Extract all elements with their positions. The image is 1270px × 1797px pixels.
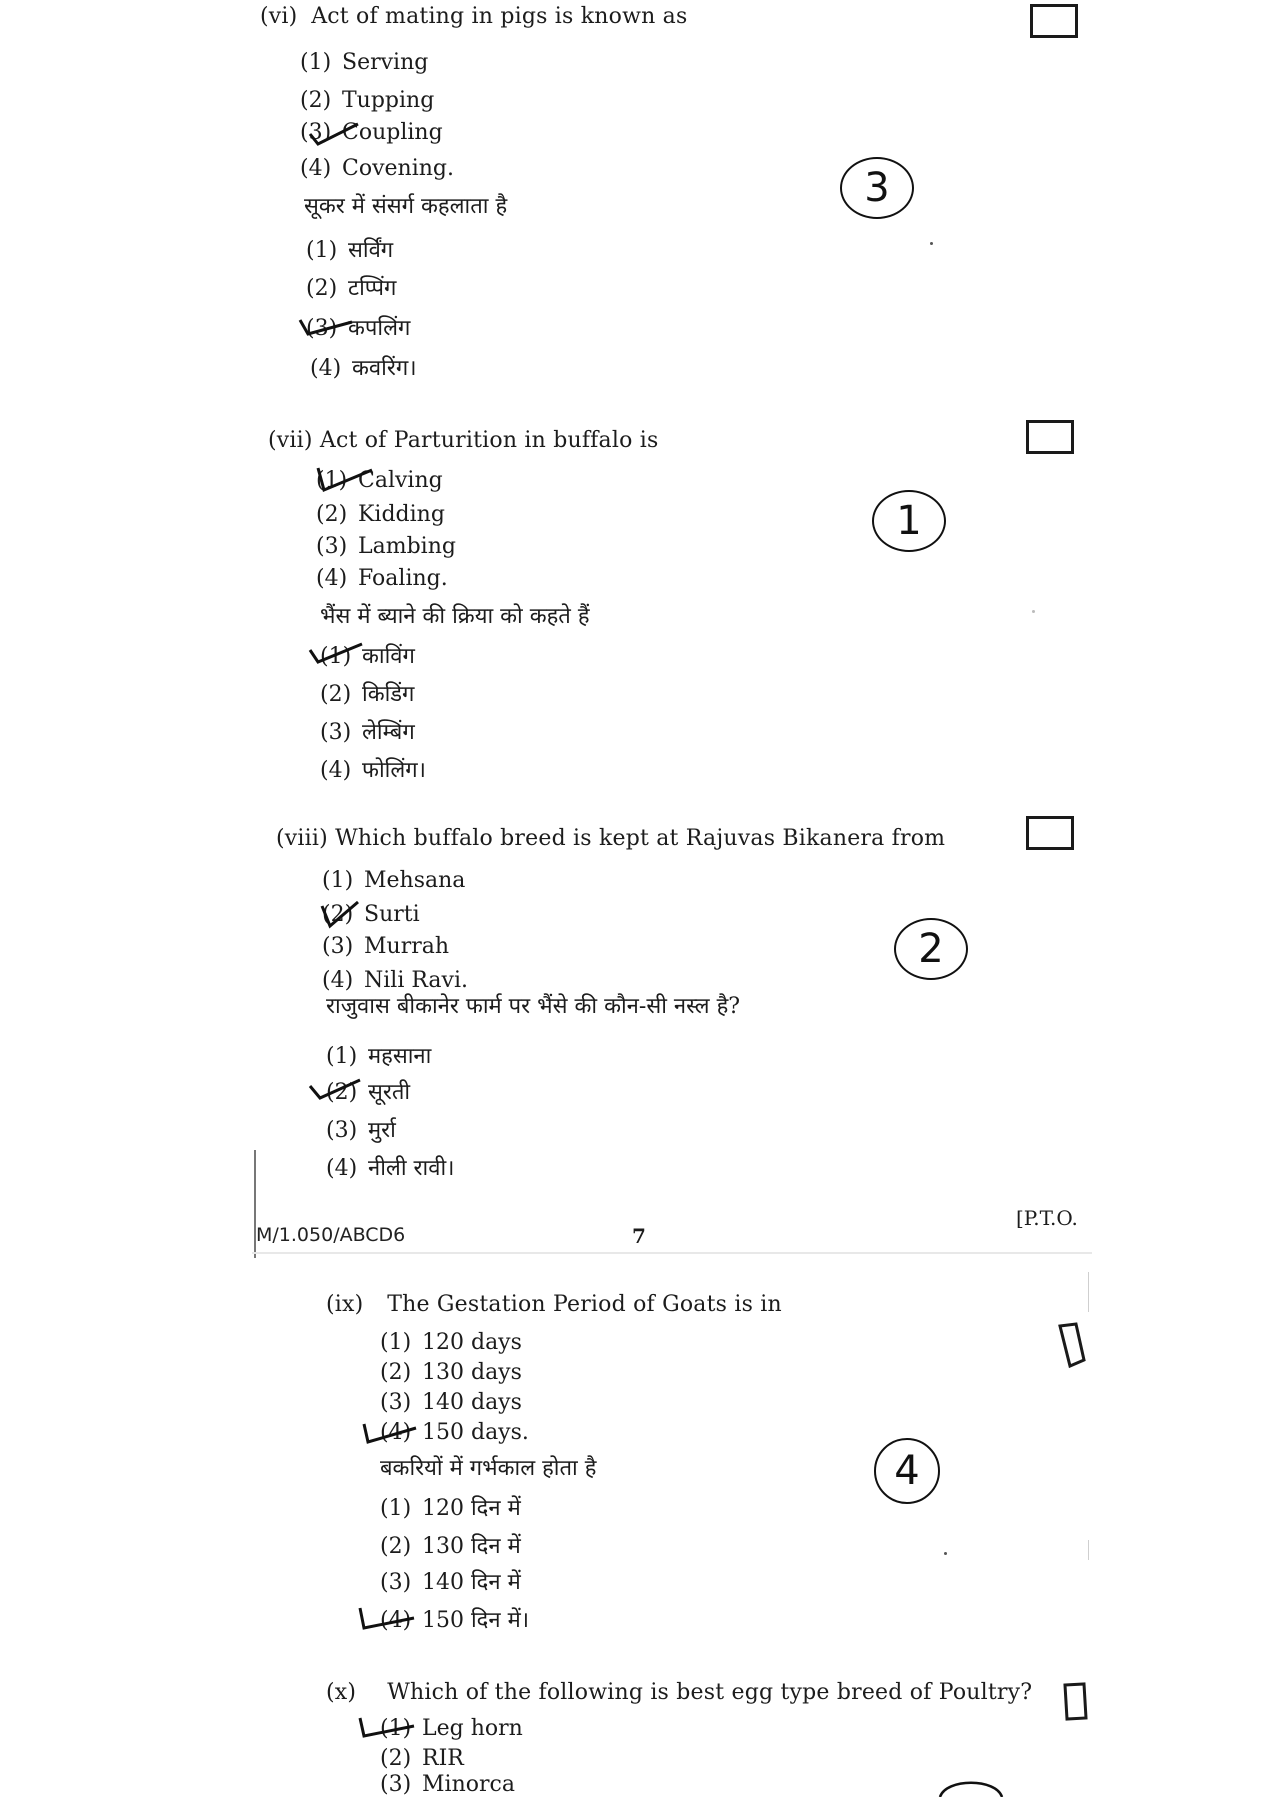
option-hi: (4) कवरिंग। [310, 356, 417, 381]
answer-box[interactable] [1030, 4, 1078, 38]
check-mark-icon [356, 1712, 416, 1742]
check-mark-icon [306, 640, 366, 670]
question-text-en: The Gestation Period of Goats is in [387, 1292, 782, 1317]
page-separator [252, 1252, 1092, 1254]
option-hi: (2) 130 दिन में [380, 1534, 521, 1559]
option-en: (4) 150 days. [380, 1420, 529, 1445]
check-mark-icon [306, 1076, 366, 1106]
option-en: (2) RIR [380, 1746, 464, 1771]
question-viii [276, 826, 945, 851]
option-hi: (2) टप्पिंग [306, 276, 397, 301]
option-en: (2) Surti [322, 902, 420, 927]
question-x [326, 1680, 1032, 1705]
check-mark-icon [356, 1604, 416, 1634]
question-text-hi: भैंस में ब्याने की क्रिया को कहते हैं [320, 604, 590, 629]
question-text-hi: सूकर में संसर्ग कहलाता है [304, 194, 508, 219]
handwritten-answer: 3 [840, 157, 914, 219]
question-vii [268, 428, 658, 453]
question-number: (vi) [260, 4, 298, 29]
option-hi: (1) सर्विंग [306, 238, 394, 263]
question-number: (x) [326, 1680, 357, 1705]
pto-label: [P.T.O. [1016, 1206, 1078, 1230]
option-en: (3) Murrah [322, 934, 450, 959]
question-text-en: Which buffalo breed is kept at Rajuvas Bikanera from [335, 826, 946, 851]
paper-code: M/1.050/ABCD6 [256, 1224, 406, 1246]
question-number: (vii) [268, 428, 313, 453]
scan-edge-line [1088, 1272, 1089, 1312]
question-ix [326, 1292, 782, 1317]
option-hi: (2) सूरती [326, 1080, 411, 1105]
question-number: (viii) [276, 826, 328, 851]
check-mark-icon [360, 1418, 420, 1448]
check-mark-icon [318, 900, 378, 930]
answer-box[interactable] [1056, 1322, 1088, 1370]
option-hi: (4) फोलिंग। [320, 758, 426, 783]
handwritten-answer: 2 [894, 918, 968, 980]
option-hi: (4) नीली रावी। [326, 1156, 455, 1181]
option-en: (2) Tupping [300, 88, 435, 113]
option-hi: (4) 150 दिन में। [380, 1608, 530, 1633]
question-number: (ix) [326, 1292, 364, 1317]
option-en: (4) Covening. [300, 156, 454, 181]
scan-speck [944, 1552, 947, 1555]
check-mark-icon [306, 120, 366, 150]
option-en: (3) Lambing [316, 534, 456, 559]
check-mark-icon [314, 464, 374, 494]
option-en: (1) Leg horn [380, 1716, 523, 1741]
question-text-en: Which of the following is best egg type breed of Poultry? [387, 1680, 1033, 1705]
option-hi: (1) महसाना [326, 1044, 432, 1069]
option-en: (3) Coupling [300, 120, 443, 145]
option-en: (4) Foaling. [316, 566, 448, 591]
option-en: (1) 120 days [380, 1330, 522, 1355]
option-en: (3) 140 days [380, 1390, 522, 1415]
question-text-hi: बकरियों में गर्भकाल होता है [380, 1456, 597, 1481]
check-mark-icon [296, 312, 356, 342]
option-en: (1) Mehsana [322, 868, 466, 893]
page-number: 7 [632, 1224, 646, 1248]
option-hi: (3) 140 दिन में [380, 1570, 521, 1595]
answer-box[interactable] [1062, 1682, 1090, 1722]
option-en: (2) Kidding [316, 502, 445, 527]
question-text-en: Act of Parturition in buffalo is [319, 428, 659, 453]
option-en: (1) Serving [300, 50, 429, 75]
option-hi: (1) काविंग [320, 644, 415, 669]
scan-edge-line [1088, 1540, 1089, 1560]
option-en: (3) Minorca [380, 1772, 515, 1797]
option-hi: (3) कपलिंग [306, 316, 411, 341]
option-en: (1) Calving [316, 468, 443, 493]
option-hi: (1) 120 दिन में [380, 1496, 521, 1521]
handwritten-circle-partial [936, 1776, 1006, 1797]
handwritten-answer: 4 [874, 1438, 940, 1504]
handwritten-answer: 1 [872, 490, 946, 552]
scan-speck [1032, 610, 1035, 613]
option-hi: (2) किडिंग [320, 682, 415, 707]
answer-box[interactable] [1026, 420, 1074, 454]
option-hi: (3) लेम्बिंग [320, 720, 415, 745]
option-en: (2) 130 days [380, 1360, 522, 1385]
question-text-en: Act of mating in pigs is known as [311, 4, 688, 29]
question-text-hi: राजुवास बीकानेर फार्म पर भैंसे की कौन-सी नस्ल है? [326, 994, 741, 1019]
option-en: (4) Nili Ravi. [322, 968, 468, 993]
option-hi: (3) मुर्रा [326, 1118, 396, 1143]
scan-speck [930, 242, 933, 245]
question-vi [260, 4, 687, 29]
answer-box[interactable] [1026, 816, 1074, 850]
